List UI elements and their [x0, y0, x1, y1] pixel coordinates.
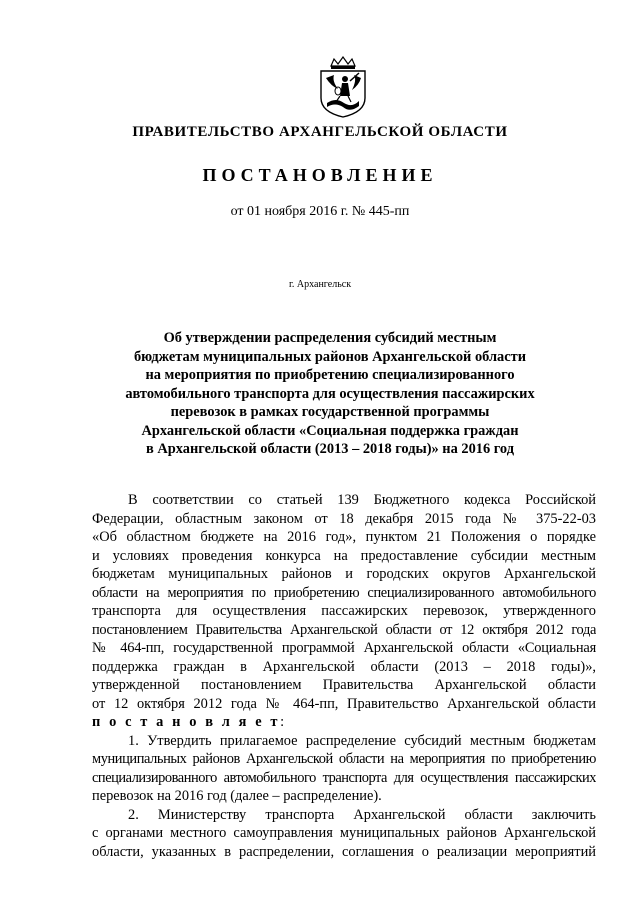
body-line: специализированного автомобильного транспорта для осуществления пассажирских [92, 769, 596, 786]
document-type: ПОСТАНОВЛЕНИЕ [202, 165, 438, 185]
subject-line: в Архангельской области (2013 – 2018 годы)» на 2016 год [146, 441, 514, 457]
body-line: № 464-пп, государственной программой Архангельской области «Социальная [92, 640, 596, 656]
subject-line: Архангельской области «Социальная поддержка граждан [141, 422, 519, 439]
resolves-word: п о с т а н о в л я е т [92, 714, 281, 730]
body-line: области, указанных в распределении, соглашения о реализации мероприятий [92, 843, 596, 860]
body-line: транспорта для осуществления пассажирских перевозок, утвержденного [92, 603, 596, 619]
resolution-line [92, 713, 596, 732]
subject-line: автомобильного транспорта для осуществления пассажирских [125, 385, 535, 402]
resolves-colon: : [280, 714, 285, 730]
document-date-number: от 01 ноября 2016 г. № 445-пп [230, 204, 410, 219]
body-line: поддержка граждан в Архангельской области (2013 – 2018 годы)», [92, 658, 596, 675]
body-line: 2. Министерству транспорта Архангельской области заключить [128, 806, 596, 823]
document-body [92, 491, 596, 861]
body-line: перевозок на 2016 год (далее – распределение). [92, 788, 382, 804]
body-line: «Об областном бюджете на 2016 год», пунктом 21 Положения о порядке [92, 529, 596, 545]
body-line: постановлением Правительства Архангельской области от 12 октября 2012 года [92, 621, 596, 638]
body-line: от 12 октября 2012 года № 464-пп, Правительство Архангельской области [92, 695, 596, 712]
body-line: с органами местного самоуправления муниципальных районов Архангельской [92, 825, 596, 841]
body-line: 1. Утвердить прилагаемое распределение субсидий местным бюджетам [128, 732, 596, 749]
body-line: области на мероприятия по приобретению специализированного автомобильного [92, 584, 596, 601]
coat-of-arms-emblem-icon [314, 56, 372, 118]
subject-line: перевозок в рамках государственной программы [170, 404, 490, 420]
body-line: бюджетам муниципальных районов и городских округов Архангельской [92, 566, 596, 582]
subject-line: на мероприятия по приобретению специализированного [145, 367, 515, 383]
body-line: В соответствии со статьей 139 Бюджетного кодекса Российской [128, 492, 596, 508]
body-line: Федерации, областным законом от 18 декабря 2015 года № 375-22-03 [92, 510, 596, 527]
document-city: г. Архангельск [288, 279, 352, 290]
government-title: ПРАВИТЕЛЬСТВО АРХАНГЕЛЬСКОЙ ОБЛАСТИ [132, 124, 508, 140]
document-subject [90, 329, 570, 459]
subject-line: Об утверждении распределения субсидий местным [163, 330, 497, 346]
body-line: утвержденной постановлением Правительства Архангельской области [92, 677, 596, 693]
body-line: и условиях проведения конкурса на предоставление субсидии местным [92, 547, 596, 564]
body-line: муниципальных районов Архангельской области на мероприятия по приобретению [92, 751, 596, 767]
subject-line: бюджетам муниципальных районов Архангельской области [133, 348, 526, 365]
